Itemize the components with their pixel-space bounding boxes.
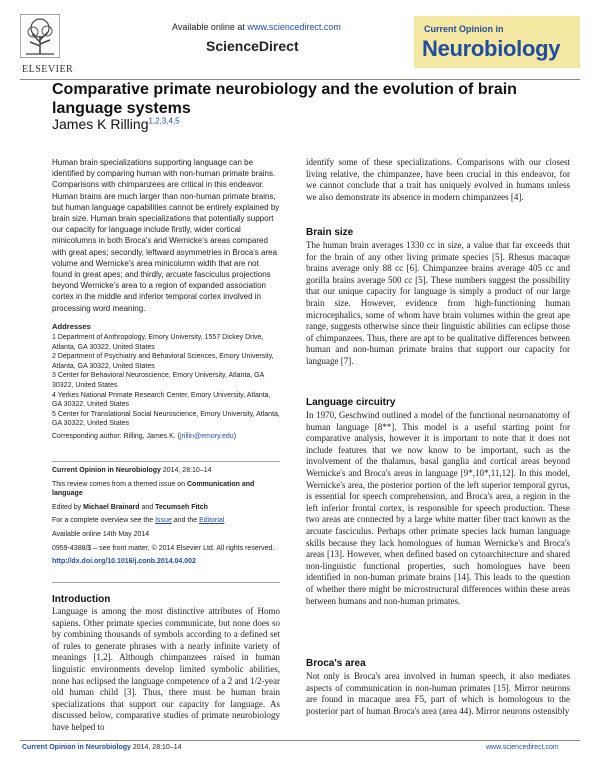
corresponding-email-link[interactable]: jrillin@emory.edu [180,433,234,440]
editors-and: and [139,503,156,511]
introduction-continued-text: identify some of these specializations. Comparisons with our closest living relative, the chimpanzee, have been crucial in this endeavor, for we cannot conclude that a trait has uniquely evolved in humans unless we also demonstrate its absence in modern chimpanzees [4]. [306,157,570,202]
language-circuitry-text: In 1970, Geschwind outlined a model of the functional neuroanatomy of human language [8**]. This model is a useful starting point for comparative analysis, however it is important to note that it does not include features that we now know to be important, such as the involvement of the thalamus, basal ganglia and cortical areas beyond Wernicke's and Broca's areas in language [9*,10*,11,12]. In this model, Wernicke's area, the posterior portion of the left superior temporal gyrus, is essential for speech comprehension, and Broca's area, a region in the left inferior frontal cortex, is responsible for speech production. These two areas are connected by a large white matter fiber tract known as the arcuate fasciculus. Perhaps other primate species lack human language skills because they lack homologues of human Wernicke's and Broca's areas [13]. However, when defined based on cytoarchitecture and shared non-linguistic functional properties, such homologues have been identified in non-human primate brains [14]. This leads to the question of whether there might be microstructural differences within these areas between humans and non-human primates. [306,410,570,606]
overview-line [52,516,280,526]
available-prefix: Available online at [172,22,248,32]
brocas-area-heading: Broca's area [306,658,366,669]
editor-2: Tecumseh Fitch [155,503,208,511]
themed-topic: Communication and language [52,480,255,498]
article-info-box [52,466,280,571]
brain-size-heading: Brain size [306,227,354,238]
brain-size-text: The human brain averages 1330 cc in size, a value that far exceeds that for the brain of any other living primate species [5]. Rhesus macaque brains average only 88 cc [6]. Chimpanzee brains average 405 cc and gorilla brains average 500 cc [5]. These numbers suggest the possibility that our unique capacity for language is simply a product of our large brain size. However, evidence from high-functioning human microcephalics, some of whom have brain volumes within the great ape range, suggests otherwise since their linguistic abilities can eclipse those of chimpanzees. Thus, there are apt to be qualitative differences between human and non-human primate brains that support our capacity for language [7]. [306,240,570,366]
info-divider-top [52,461,280,462]
address-item: 2 Department of Psychiatry and Behavioral Sciences, Emory University, Atlanta, GA 30322, United States [52,353,274,370]
introduction-heading: Introduction [52,594,111,605]
editorial-link[interactable]: Editorial [199,517,225,525]
available-online-line [172,22,341,32]
overview-prefix: For a complete overview see the [52,517,156,525]
edited-by-line [52,503,280,513]
footer-url-link[interactable]: www.sciencedirect.com [486,744,559,751]
language-circuitry-heading: Language circuitry [306,397,396,408]
address-item: 5 Center for Translational Social Neuroscience, Emory University, Atlanta, GA 30322, United States [52,410,280,428]
footer-divider [20,740,580,741]
citation-line [52,466,280,476]
journal-name: Neurobiology [422,36,561,61]
abstract: Human brain specializations supporting language can be identified by comparing human with non-human primate brains. Comparisons with chimpanzees are critical in this endeavor. Human brains are much larger than non-human primate brains, but human language capabilities cannot be entirely explained by brain size. Human brain specializations that potentially support our capacity for language include firstly, wider cortical minicolumns in both Broca's and Wernicke's areas compared with great apes; secondly, leftward asymmetries in Broca's area volume and Wernicke's area minicolumn width that are not found in great apes; and thirdly, arcuate fasciculus projections beyond Wernicke's area to a region of expanded association cortex in the middle and inferior temporal cortex involved in processing word meaning. [52,158,280,313]
article-title: Comparative primate neurobiology and the evolution of brain language systems [52,81,517,117]
edited-prefix: Edited by [52,503,84,511]
journal-prefix: Current Opinion in [424,24,504,34]
copyright-line: 0959-4388/$ – see front matter, © 2014 Elsevier Ltd. All rights reserved. [52,544,275,552]
publisher-name: ELSEVIER [22,64,74,75]
corresponding-suffix: ) [233,433,237,440]
footer-journal: Current Opinion in Neurobiology [22,744,131,751]
themed-prefix: This review comes from a themed issue on [52,480,187,488]
addresses-list [52,333,280,429]
author-line [52,116,180,132]
author-affiliation-marks[interactable]: 1,2,3,4,5 [148,116,180,126]
introduction-text: Language is among the most distinctive attributes of Homo sapiens. Other primate species communicate, but none does so by combining thousands of symbols according to a defined set of rules to generate phrases with a nearly infinite variety of meanings [1,2]. Although chimpanzees raised in human linguistic environments develop limited symbolic abilities, none has eclipsed the language competence of a 2 and 1/2-year old human child [3]. Thus, there must be human brain specializations that support our capacity for language. As discussed below, comparative studies of primate neurobiology have helped to [52,606,280,732]
corresponding-author [52,433,280,440]
address-item: 1 Department of Anthropology, Emory University, 1557 Dickey Drive, Atlanta, GA 30322, United States [52,334,264,351]
corresponding-prefix: Corresponding author: Rilling, James K. ( [52,433,181,440]
overview-and: and the [171,517,200,525]
address-item: 4 Yerkes National Primate Research Center, Emory University, Atlanta, GA 30322, United States [52,391,271,409]
elsevier-tree-logo-icon [20,14,60,58]
footer-volume: 2014, 28:10–14 [130,744,182,751]
footer-citation [22,744,182,751]
info-divider-bottom [52,582,280,583]
addresses-heading: Addresses [52,322,91,331]
themed-issue-line [52,480,280,499]
sciencedirect-url-link[interactable]: www.sciencedirect.com [247,22,341,32]
address-item: 3 Center for Behavioral Neuroscience, Emory University, Atlanta, GA 30322, United States [52,372,264,389]
brocas-area-text: Not only is Broca's area involved in human speech, it also mediates aspects of communication in non-human primates [15]. Mirror neurons are found in macaque area F5, part of which is homologous to the posterior part of human Broca's area (area 44). Mirror neurons ostensibly [306,671,570,716]
author-name: James K Rilling [52,116,149,132]
citation-journal: Current Opinion in Neurobiology [52,467,161,474]
editor-1: Michael Brainard [83,503,140,511]
sciencedirect-wordmark: ScienceDirect [206,38,299,54]
citation-volume: 2014, 28:10–14 [160,467,212,474]
doi-link[interactable]: http://dx.doi.org/10.1016/j.conb.2014.04.002 [52,558,196,566]
issue-link[interactable]: Issue [155,517,172,525]
available-online-date: Available online 14th May 2014 [52,530,150,538]
